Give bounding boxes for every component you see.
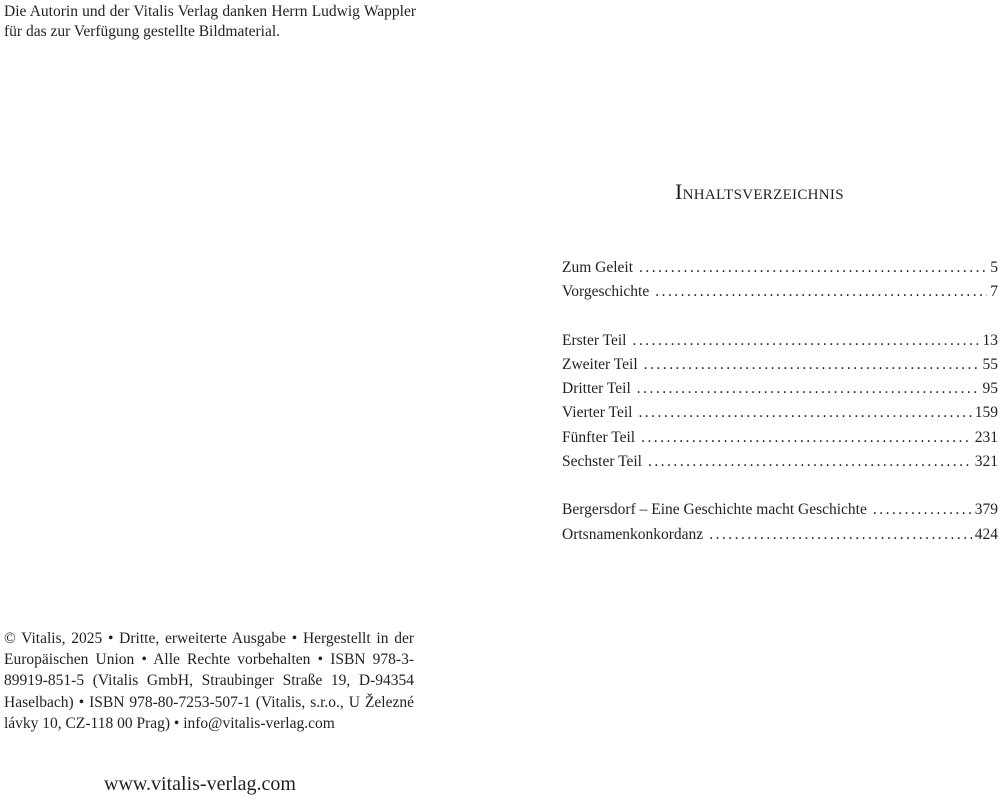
toc-entry[interactable] [562, 353, 998, 377]
toc-leader-dots [873, 498, 972, 522]
toc-entry[interactable] [562, 450, 998, 474]
toc-leader-dots [638, 401, 971, 425]
toc-entry[interactable] [562, 401, 998, 425]
toc-entry-page: 7 [990, 283, 998, 301]
toc-entry-label: Vierter Teil [562, 404, 633, 422]
toc-entry-label: Erster Teil [562, 331, 627, 349]
toc-entry-label: Zweiter Teil [562, 355, 638, 373]
toc-entry[interactable] [562, 256, 998, 280]
toc-entry-page: 13 [982, 331, 998, 349]
acknowledgement-text: Die Autorin und der Vitalis Verlag danken Herrn Ludwig Wappler für das zur Verfügung gestellte Bildmaterial. [4, 3, 416, 40]
toc-leader-dots [632, 329, 979, 353]
toc-group-front-matter [562, 256, 998, 305]
toc-entry-label: Zum Geleit [562, 259, 634, 276]
toc-leader-dots [644, 353, 980, 377]
toc-entry[interactable] [562, 523, 998, 547]
toc-entry-page: 321 [974, 453, 998, 471]
toc-entry-page: 159 [974, 404, 998, 422]
toc-entry-label: Sechster Teil [562, 453, 642, 471]
toc-leader-dots [655, 280, 987, 304]
toc-entry-page: 95 [982, 380, 998, 398]
imprint-text: © Vitalis, 2025 • Dritte, erweiterte Ausgabe • Hergestellt in der Europäischen Union • Alle Rechte vorbehalten • ISBN 978-3-89919-851-5 (Vitalis GmbH, Straubinger Straße 19, D-94354 Haselbach) • ISBN 978-80-7253-507-1 (Vitalis, s.r.o., U Železné lávky 10, CZ-118 00 Prag) • info@vitalis-verlag.com [4, 630, 414, 732]
toc-entry-label: Bergersdorf – Eine Geschichte macht Geschichte [562, 501, 867, 519]
toc-entry[interactable] [562, 329, 998, 353]
toc-leader-dots [639, 256, 987, 280]
toc-leader-dots [637, 377, 980, 401]
toc-entry[interactable] [562, 498, 998, 522]
publisher-website[interactable]: www.vitalis-verlag.com [104, 773, 296, 795]
toc-leader-dots [709, 523, 972, 547]
toc-entry[interactable] [562, 280, 998, 304]
table-of-contents [562, 256, 998, 547]
toc-entry[interactable] [562, 426, 998, 450]
toc-entry-page: 231 [974, 428, 998, 446]
toc-entry-label: Ortsnamenkonkordanz [562, 525, 704, 543]
toc-leader-dots [648, 450, 972, 474]
toc-entry-page: 55 [982, 355, 998, 373]
toc-entry-label: Dritter Teil [562, 380, 631, 398]
toc-entry-label: Fünfter Teil [562, 428, 636, 446]
toc-entry-page: 379 [974, 501, 998, 519]
toc-entry-page: 5 [990, 259, 998, 276]
toc-title: Inhaltsverzeichnis [675, 179, 844, 204]
toc-leader-dots [641, 426, 972, 450]
toc-entry-page: 424 [974, 525, 998, 543]
toc-entry[interactable] [562, 377, 998, 401]
toc-group-back-matter [562, 498, 998, 547]
toc-entry-label: Vorgeschichte [562, 283, 650, 301]
toc-group-parts [562, 329, 998, 475]
